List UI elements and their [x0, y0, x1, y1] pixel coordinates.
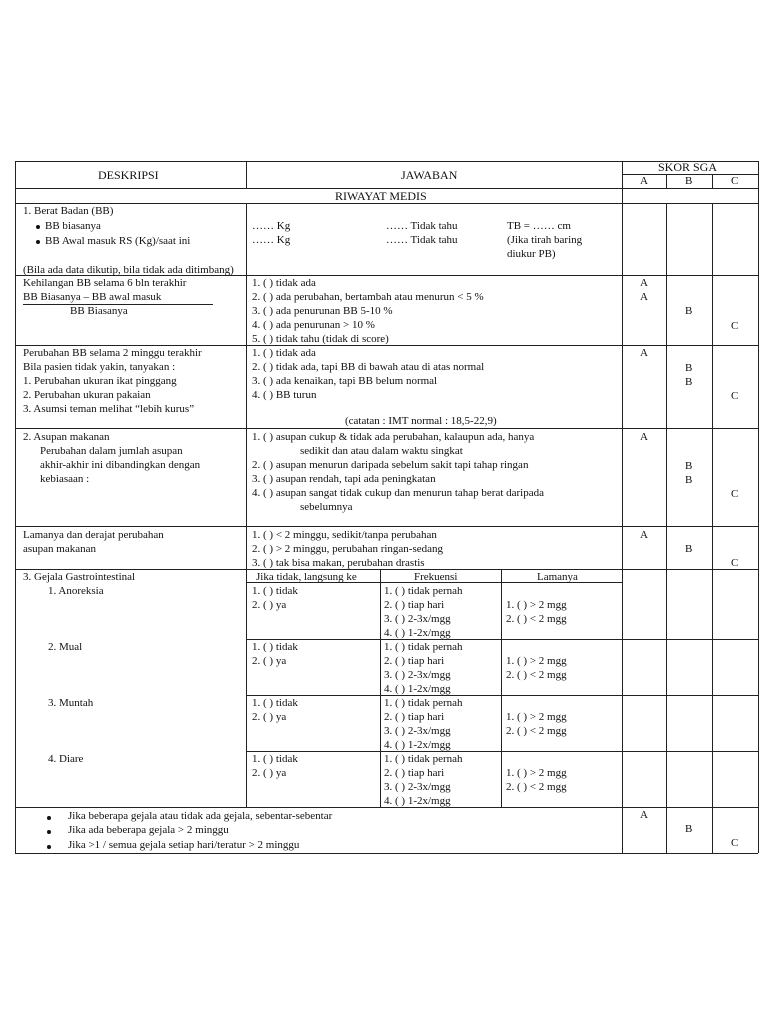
header-jawaban: JAWABAN: [401, 168, 458, 182]
symptom-anoreksia: 1. Anoreksia: [48, 585, 104, 597]
option: 3. ( ) 2-3x/mgg: [384, 781, 451, 793]
option: 1. ( ) > 2 mgg: [506, 599, 567, 611]
option: 2. ( ) tiap hari: [384, 767, 445, 779]
row-line: [15, 428, 758, 429]
bullet: [36, 240, 40, 244]
option: 1. ( ) asupan cukup & tidak ada perubahan, kalaupun ada, hanya: [252, 431, 535, 443]
col-line: [712, 203, 713, 853]
bb-note: (Bila ada data dikutip, bila tidak ada ditimbang): [23, 264, 234, 276]
score-a: A: [640, 291, 648, 303]
col-line: [622, 161, 623, 853]
bullet: [47, 830, 51, 834]
tb-note-2: diukur PB): [507, 248, 556, 260]
option: 1. ( ) > 2 mgg: [506, 767, 567, 779]
option: 4. ( ) asupan sangat tidak cukup dan menurun tahap berat daripada: [252, 487, 545, 499]
asupan-desc: akhir-akhir ini dibandingkan dengan: [40, 459, 201, 471]
symptom-muntah: 3. Muntah: [48, 697, 94, 709]
option: 2. ( ) asupan menurun daripada sebelum sakit tapi tahap ringan: [252, 459, 529, 471]
header-score-c: C: [731, 175, 739, 187]
col-header-lamanya: Lamanya: [537, 571, 578, 583]
option: 3. ( ) 2-3x/mgg: [384, 725, 451, 737]
option: 4. ( ) 1-2x/mgg: [384, 795, 451, 807]
perubahan-desc: 2. Perubahan ukuran pakaian: [23, 389, 151, 401]
col-line: [501, 569, 502, 807]
score-a: A: [640, 431, 648, 443]
option: 4. ( ) 1-2x/mgg: [384, 683, 451, 695]
score-b: B: [685, 460, 693, 472]
asupan-desc: kebiasaan :: [40, 473, 90, 485]
asupan-title: 2. Asupan makanan: [23, 431, 110, 443]
bullet: [36, 225, 40, 229]
tidak-tahu-2: …… Tidak tahu: [386, 234, 458, 246]
bb-awal: BB Awal masuk RS (Kg)/saat ini: [45, 235, 191, 247]
score-b: B: [685, 823, 693, 835]
score-c: C: [731, 320, 739, 332]
perubahan-desc: Bila pasien tidak yakin, tanyakan :: [23, 361, 176, 373]
option: 3. ( ) 2-3x/mgg: [384, 669, 451, 681]
score-b: B: [685, 305, 693, 317]
col-line: [666, 203, 667, 853]
bullet: [47, 816, 51, 820]
summary-b: Jika ada beberapa gejala > 2 minggu: [68, 824, 229, 836]
option: 3. ( ) ada penurunan BB 5-10 %: [252, 305, 393, 317]
score-a: A: [640, 277, 648, 289]
summary-a: Jika beberapa gejala atau tidak ada gejala, sebentar-sebentar: [68, 810, 333, 822]
perubahan-desc: 1. Perubahan ukuran ikat pinggang: [23, 375, 177, 387]
option: 3. ( ) ada kenaikan, tapi BB belum normal: [252, 375, 438, 387]
col-header-jika: Jika tidak, langsung ke: [256, 571, 357, 583]
option: 5. ( ) tidak tahu (tidak di score): [252, 333, 389, 345]
kg-field-2: …… Kg: [252, 234, 291, 246]
perubahan-desc: 3. Asumsi teman melihat “lebih kurus”: [23, 403, 195, 415]
summary-c: Jika >1 / semua gejala setiap hari/teratur > 2 minggu: [68, 839, 300, 851]
option: 2. ( ) > 2 minggu, perubahan ringan-sedang: [252, 543, 444, 555]
header-skor: SKOR SGA: [658, 160, 718, 174]
score-a: A: [640, 347, 648, 359]
option: 2. ( ) tidak ada, tapi BB di bawah atau di atas normal: [252, 361, 485, 373]
option: 2. ( ) < 2 mgg: [506, 669, 567, 681]
imt-note: (catatan : IMT normal : 18,5-22,9): [345, 415, 497, 427]
header-score-b: B: [685, 175, 693, 187]
option: 4. ( ) ada penurunan > 10 %: [252, 319, 375, 331]
score-b: B: [685, 474, 693, 486]
option: 2. ( ) tiap hari: [384, 599, 445, 611]
table-border-right: [758, 161, 759, 853]
option: 3. ( ) asupan rendah, tapi ada peningkatan: [252, 473, 436, 485]
option: 1. ( ) tidak ada: [252, 277, 316, 289]
asupan-desc: Perubahan dalam jumlah asupan: [40, 445, 183, 457]
table-border-left: [15, 161, 16, 853]
score-a: A: [640, 529, 648, 541]
option: 1. ( ) < 2 minggu, sedikit/tanpa perubahan: [252, 529, 437, 541]
option: 4. ( ) 1-2x/mgg: [384, 627, 451, 639]
header-score-a: A: [640, 175, 648, 187]
section-riwayat-medis: RIWAYAT MEDIS: [335, 189, 427, 203]
option: 1. ( ) tidak: [252, 641, 298, 653]
score-c: C: [731, 390, 739, 402]
option: 2. ( ) ya: [252, 599, 287, 611]
row-line: [246, 751, 758, 752]
option: 3. ( ) tak bisa makan, perubahan drastis: [252, 557, 425, 569]
table-border-top: [15, 161, 758, 162]
lamanya-desc: Lamanya dan derajat perubahan: [23, 529, 164, 541]
option: 1. ( ) tidak pernah: [384, 585, 463, 597]
perubahan-desc: Perubahan BB selama 2 minggu terakhir: [23, 347, 202, 359]
option: 2. ( ) tiap hari: [384, 711, 445, 723]
col-header-frekuensi: Frekuensi: [414, 571, 458, 583]
score-c: C: [731, 488, 739, 500]
row-line: [15, 526, 758, 527]
kehilangan-desc: Kehilangan BB selama 6 bln terakhir: [23, 277, 187, 289]
option: 1. ( ) tidak ada: [252, 347, 316, 359]
score-b: B: [685, 543, 693, 555]
option: 1. ( ) tidak pernah: [384, 753, 463, 765]
option: 1. ( ) tidak: [252, 697, 298, 709]
row-line: [246, 639, 758, 640]
bb-biasanya: BB biasanya: [45, 220, 101, 232]
table-border-bottom: [15, 853, 758, 854]
kg-field-1: …… Kg: [252, 220, 291, 232]
option: 2. ( ) < 2 mgg: [506, 613, 567, 625]
header-deskripsi: DESKRIPSI: [98, 168, 159, 182]
option: 4. ( ) BB turun: [252, 389, 317, 401]
option: 3. ( ) 2-3x/mgg: [384, 613, 451, 625]
row-line: [246, 695, 758, 696]
option: 1. ( ) > 2 mgg: [506, 711, 567, 723]
col-line: [246, 161, 247, 188]
option: 1. ( ) tidak: [252, 753, 298, 765]
score-a: A: [640, 809, 648, 821]
bullet: [47, 845, 51, 849]
option: 1. ( ) tidak pernah: [384, 641, 463, 653]
option: 1. ( ) tidak pernah: [384, 697, 463, 709]
option: 2. ( ) < 2 mgg: [506, 725, 567, 737]
tidak-tahu-1: …… Tidak tahu: [386, 220, 458, 232]
col-line: [666, 174, 667, 188]
option: 2. ( ) ada perubahan, bertambah atau menurun < 5 %: [252, 291, 484, 303]
score-c: C: [731, 837, 739, 849]
option: 1. ( ) tidak: [252, 585, 298, 597]
gejala-title: 3. Gejala Gastrointestinal: [23, 571, 136, 583]
option-cont: sebelumnya: [300, 501, 353, 513]
option: 2. ( ) < 2 mgg: [506, 781, 567, 793]
col-line: [712, 174, 713, 188]
option: 2. ( ) ya: [252, 767, 287, 779]
option: 2. ( ) tiap hari: [384, 655, 445, 667]
score-c: C: [731, 557, 739, 569]
col-line: [246, 203, 247, 807]
symptom-mual: 2. Mual: [48, 641, 83, 653]
score-b: B: [685, 376, 693, 388]
row-line: [15, 203, 758, 204]
option: 2. ( ) ya: [252, 655, 287, 667]
lamanya-desc: asupan makanan: [23, 543, 96, 555]
kehilangan-denominator: BB Biasanya: [70, 305, 128, 317]
col-line: [380, 569, 381, 807]
option: 2. ( ) ya: [252, 711, 287, 723]
kehilangan-formula: BB Biasanya – BB awal masuk: [23, 291, 162, 303]
tb-field: TB = …… cm: [507, 220, 571, 232]
option-cont: sedikit dan atau dalam waktu singkat: [300, 445, 463, 457]
option: 4. ( ) 1-2x/mgg: [384, 739, 451, 751]
score-b: B: [685, 362, 693, 374]
bb-title: 1. Berat Badan (BB): [23, 205, 114, 217]
option: 1. ( ) > 2 mgg: [506, 655, 567, 667]
symptom-diare: 4. Diare: [48, 753, 84, 765]
tb-note-1: (Jika tirah baring: [507, 234, 583, 246]
